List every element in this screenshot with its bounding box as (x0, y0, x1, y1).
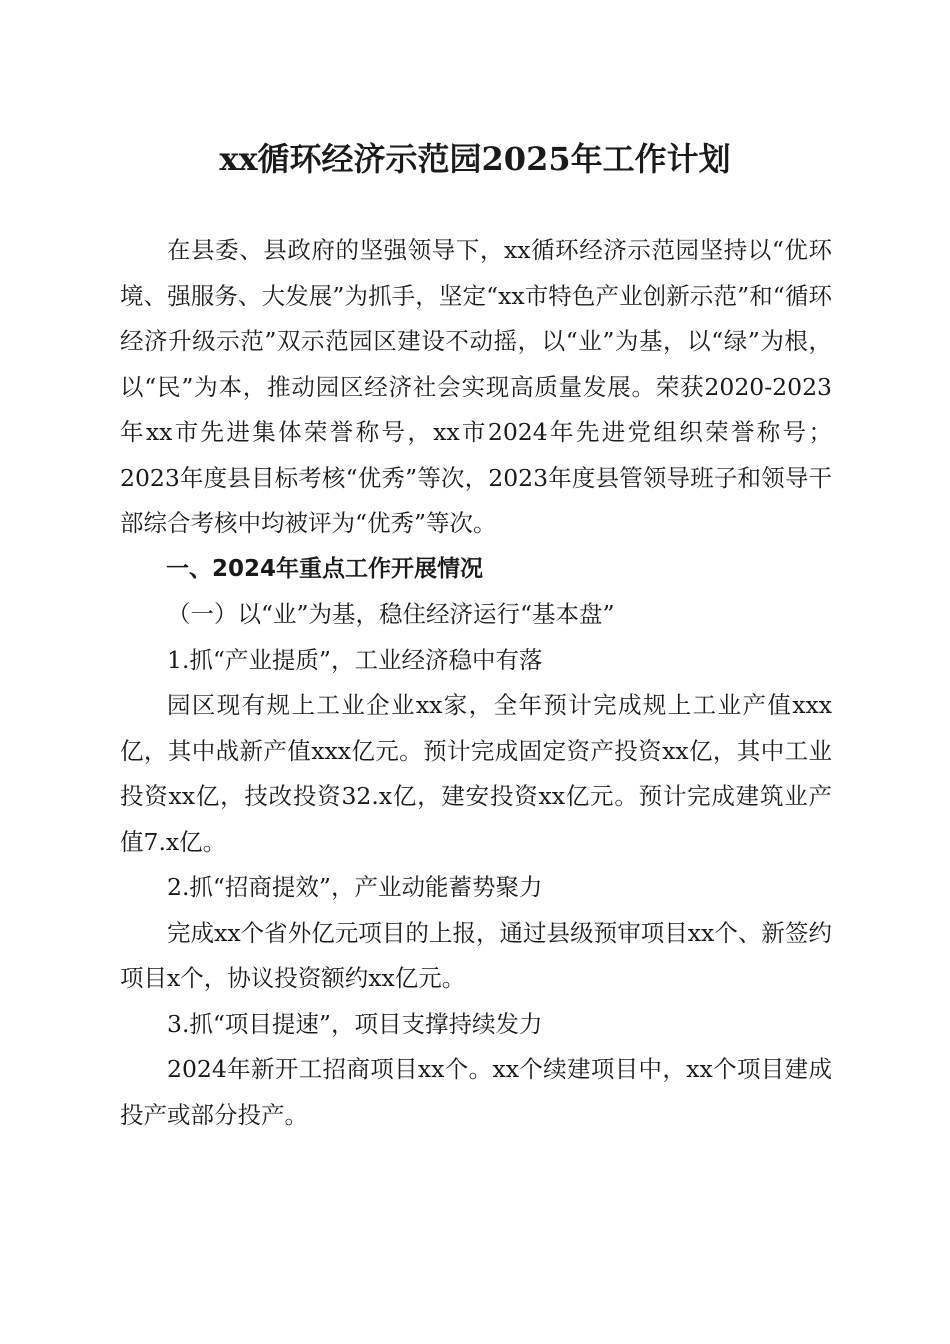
subsection-heading-1: （一）以“业”为基，稳住经济运行“基本盘” (167, 600, 615, 628)
item-paragraph-2: 完成xx个省外亿元项目的上报，通过县级预审项目xx个、新签约项目x个，协议投资额约xx亿元。 (120, 918, 832, 992)
item-heading-2: 2.抓“招商提效”，产业动能蓄势聚力 (167, 873, 543, 901)
intro-paragraph: 在县委、县政府的坚强领导下，xx循环经济示范园坚持以“优环境、强服务、大发展”为抓手，坚定“xx市特色产业创新示范”和“循环经济升级示范”双示范园区建设不动摇，以“业”为基，以“绿”为根，以“民”为本，推动园区经济社会实现高质量发展。荣获2020-2023年xx市先进集体荣誉称号，xx市2024年先进党组织荣誉称号；2023年度县目标考核“优秀”等次，2023年度县管领导班子和领导干部综合考核中均被评为“优秀”等次。 (120, 236, 832, 537)
item-paragraph-3: 2024年新开工招商项目xx个。xx个续建项目中，xx个项目建成投产或部分投产。 (120, 1055, 832, 1129)
document-body (120, 228, 832, 1138)
item-heading-3: 3.抓“项目提速”，项目支撑持续发力 (167, 1009, 543, 1038)
document-title: xx循环经济示范园2025年工作计划 (219, 140, 731, 178)
section-heading-1: 一、2024年重点工作开展情况 (166, 555, 484, 582)
item-heading-1: 1.抓“产业提质”，工业经济稳中有落 (167, 645, 543, 674)
item-paragraph-1: 园区现有规上工业企业xx家，全年预计完成规上工业产值xxx亿，其中战新产值xxx亿元。预计完成固定资产投资xx亿，其中工业投资xx亿，技改投资32.x亿，建安投资xx亿元。预计完成建筑业产值7.x亿。 (120, 691, 832, 856)
